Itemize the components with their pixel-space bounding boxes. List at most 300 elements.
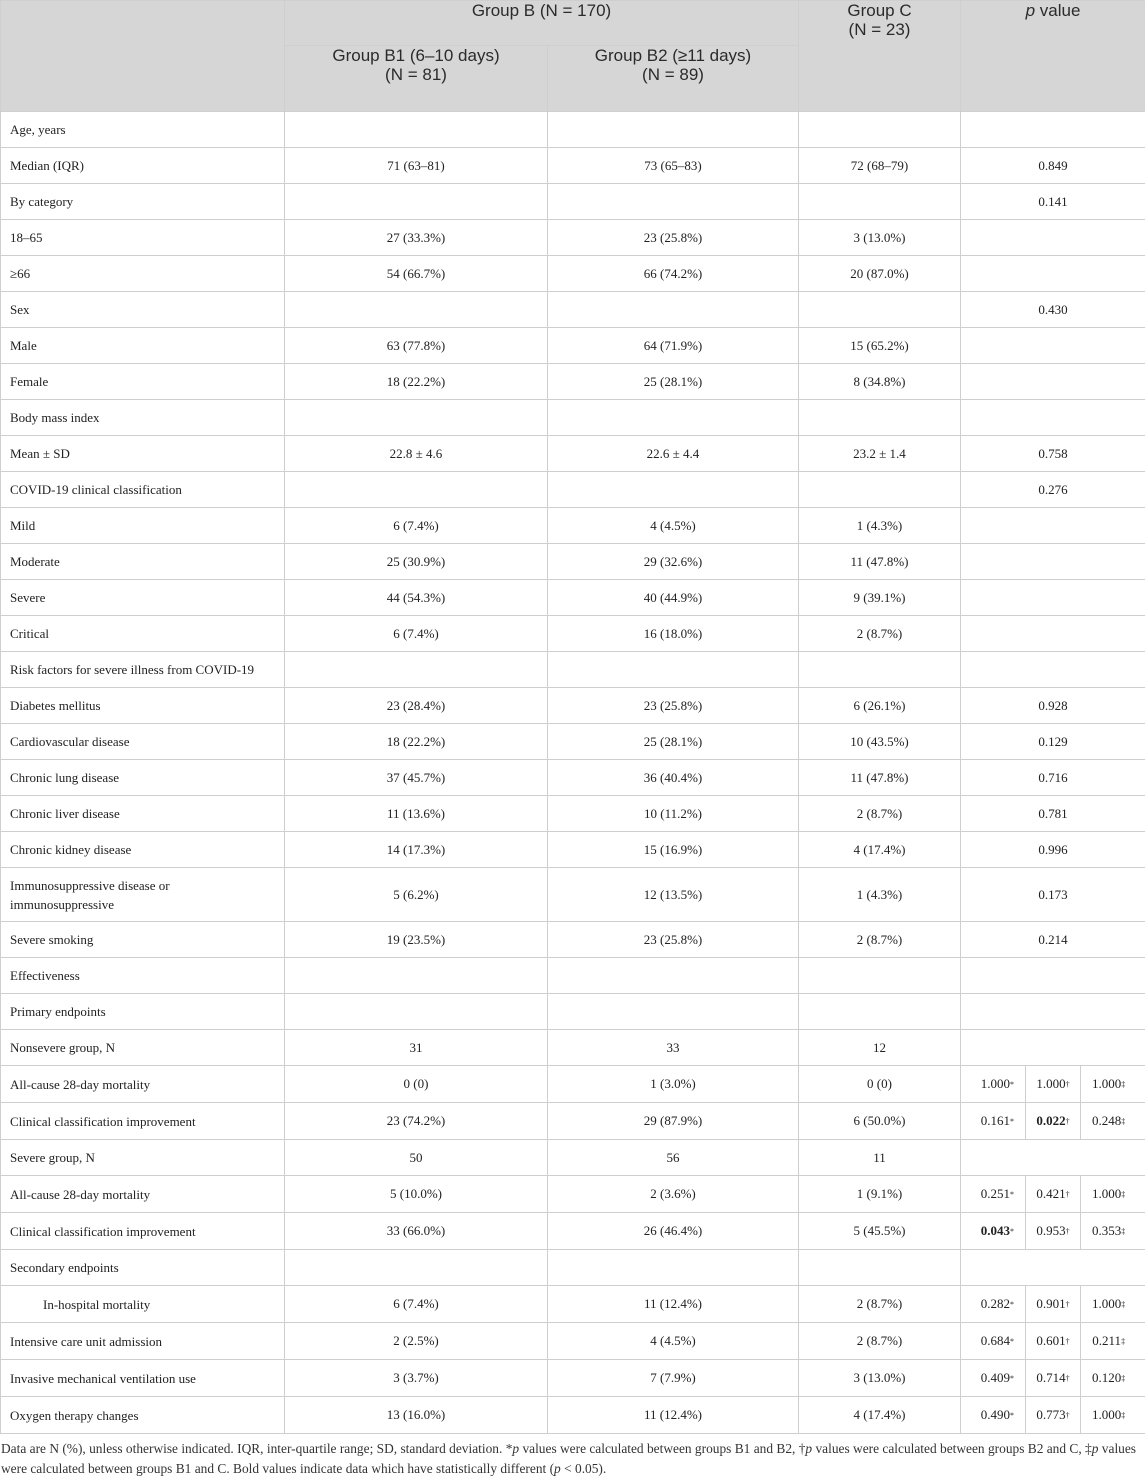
- p-value: [1080, 1213, 1136, 1249]
- group-b1-value: 18 (22.2%): [285, 364, 548, 400]
- p-value: [961, 364, 1145, 400]
- p-value-marker: †: [1066, 1227, 1070, 1236]
- group-c-value: 3 (13.0%): [799, 220, 961, 256]
- row-label: Nonsevere group, N: [1, 1030, 285, 1066]
- group-b2-title: Group B2 (≥11 days): [557, 46, 789, 65]
- p-value: [970, 1103, 1025, 1139]
- group-b2-value: [548, 1250, 799, 1286]
- p-value-number: 0.120: [1092, 1370, 1121, 1386]
- group-c-value: 11 (47.8%): [799, 544, 961, 580]
- p-value-marker: ‡: [1121, 1300, 1125, 1309]
- table-row: [1, 994, 1145, 1030]
- row-label: Chronic kidney disease: [1, 832, 285, 868]
- group-b1-value: [285, 112, 548, 148]
- group-b1-value: 50: [285, 1140, 548, 1176]
- group-c-value: 12: [799, 1030, 961, 1066]
- row-label: Chronic liver disease: [1, 796, 285, 832]
- group-b1-value: 14 (17.3%): [285, 832, 548, 868]
- p-value-number: 0.421: [1036, 1186, 1065, 1202]
- group-b1-value: 13 (16.0%): [285, 1397, 548, 1434]
- table-row: [1, 364, 1145, 400]
- p-value-marker: †: [1066, 1117, 1070, 1126]
- p-value-marker: †: [1066, 1374, 1070, 1383]
- row-label: Mild: [1, 508, 285, 544]
- p-value: [1025, 1213, 1081, 1249]
- p-value-number: 0.901: [1036, 1296, 1065, 1312]
- table-body: [1, 112, 1145, 1434]
- row-label: Median (IQR): [1, 148, 285, 184]
- group-c-value: [799, 292, 961, 328]
- table-row: [1, 112, 1145, 148]
- group-b2-value: [548, 652, 799, 688]
- group-c-value: 1 (9.1%): [799, 1176, 961, 1213]
- p-value: [970, 1213, 1025, 1249]
- p-value-marker: †: [1066, 1411, 1070, 1420]
- group-b2-value: [548, 292, 799, 328]
- group-b1-value: 2 (2.5%): [285, 1323, 548, 1360]
- group-b2-value: 16 (18.0%): [548, 616, 799, 652]
- p-value-number: 0.953: [1036, 1223, 1065, 1239]
- p-value-number: 0.353: [1092, 1223, 1121, 1239]
- p-value-marker: ‡: [1121, 1374, 1125, 1383]
- table-row: [1, 1066, 1145, 1103]
- group-c-count: (N = 23): [808, 20, 951, 39]
- group-c-value: 10 (43.5%): [799, 724, 961, 760]
- group-b1-value: 19 (23.5%): [285, 922, 548, 958]
- table-row: [1, 580, 1145, 616]
- p-value: [961, 508, 1145, 544]
- p-value: [970, 1323, 1025, 1359]
- p-value: [961, 400, 1145, 436]
- p-value-marker: *: [1010, 1080, 1014, 1089]
- p-value-p: p: [1026, 1, 1035, 20]
- p-value-marker: †: [1066, 1300, 1070, 1309]
- p-value: [1080, 1323, 1136, 1359]
- p-value-number: 0.409: [981, 1370, 1010, 1386]
- group-c-value: 11 (47.8%): [799, 760, 961, 796]
- table-row: [1, 724, 1145, 760]
- row-label: Immunosuppressive disease or immunosuppressive: [1, 868, 285, 922]
- p-value-number: 0.282: [981, 1296, 1010, 1312]
- row-label: Oxygen therapy changes: [1, 1397, 285, 1434]
- p-value-cell: [961, 1176, 1145, 1213]
- row-label: Critical: [1, 616, 285, 652]
- table-row: [1, 688, 1145, 724]
- group-b1-value: 63 (77.8%): [285, 328, 548, 364]
- p-value: 0.173: [961, 868, 1145, 922]
- group-c-value: 23.2 ± 1.4: [799, 436, 961, 472]
- group-b2-value: 23 (25.8%): [548, 220, 799, 256]
- group-c-value: 2 (8.7%): [799, 922, 961, 958]
- group-c-value: 5 (45.5%): [799, 1213, 961, 1250]
- group-b1-value: 5 (6.2%): [285, 868, 548, 922]
- row-label: Clinical classification improvement: [1, 1213, 285, 1250]
- p-value-marker: †: [1066, 1337, 1070, 1346]
- row-label: Severe group, N: [1, 1140, 285, 1176]
- p-value-number: 1.000: [1092, 1407, 1121, 1423]
- row-label: ≥66: [1, 256, 285, 292]
- group-b1-value: 71 (63–81): [285, 148, 548, 184]
- group-b2-value: 4 (4.5%): [548, 1323, 799, 1360]
- group-c-value: [799, 472, 961, 508]
- p-value-number: 0.022: [1036, 1113, 1065, 1129]
- group-b2-value: [548, 994, 799, 1030]
- p-value-marker: *: [1010, 1300, 1014, 1309]
- p-value-number: 1.000: [1092, 1186, 1121, 1202]
- p-value-number: 0.211: [1092, 1333, 1121, 1349]
- p-value: [970, 1286, 1025, 1322]
- group-c-value: 0 (0): [799, 1066, 961, 1103]
- p-value: [970, 1066, 1025, 1102]
- table-header: [1, 1, 1145, 112]
- p-value-cell: [961, 1397, 1145, 1434]
- group-b2-value: 73 (65–83): [548, 148, 799, 184]
- p-value: [961, 544, 1145, 580]
- p-value-number: 0.043: [981, 1223, 1010, 1239]
- group-b2-value: 10 (11.2%): [548, 796, 799, 832]
- p-value: [970, 1176, 1025, 1212]
- table-row: [1, 1250, 1145, 1286]
- p-value: 0.849: [961, 148, 1145, 184]
- group-c-value: 4 (17.4%): [799, 1397, 961, 1434]
- p-value-cell: [961, 1066, 1145, 1103]
- group-b1-value: [285, 472, 548, 508]
- p-value: 0.129: [961, 724, 1145, 760]
- row-label: Diabetes mellitus: [1, 688, 285, 724]
- p-value: [961, 220, 1145, 256]
- table-row: [1, 184, 1145, 220]
- row-label: Mean ± SD: [1, 436, 285, 472]
- p-value: [1025, 1360, 1081, 1396]
- table-row: [1, 1286, 1145, 1323]
- table-row: [1, 1140, 1145, 1176]
- footnote-p-symbol: p: [1092, 1441, 1099, 1456]
- row-label: Secondary endpoints: [1, 1250, 285, 1286]
- group-b1-value: [285, 652, 548, 688]
- row-label: Effectiveness: [1, 958, 285, 994]
- p-value: [961, 958, 1145, 994]
- group-c-value: 6 (26.1%): [799, 688, 961, 724]
- group-b2-value: 11 (12.4%): [548, 1286, 799, 1323]
- row-label: Body mass index: [1, 400, 285, 436]
- group-b2-value: 26 (46.4%): [548, 1213, 799, 1250]
- p-value-word: value: [1035, 1, 1080, 20]
- group-c-value: 2 (8.7%): [799, 1286, 961, 1323]
- group-b2-value: [548, 112, 799, 148]
- group-b1-value: [285, 994, 548, 1030]
- p-value: [1025, 1397, 1081, 1433]
- p-value-marker: *: [1010, 1411, 1014, 1420]
- group-b1-header: [285, 46, 548, 112]
- group-b1-value: [285, 400, 548, 436]
- row-label: All-cause 28-day mortality: [1, 1176, 285, 1213]
- group-c-value: [799, 184, 961, 220]
- table-row: [1, 328, 1145, 364]
- group-b1-value: 0 (0): [285, 1066, 548, 1103]
- group-b1-value: [285, 292, 548, 328]
- group-b2-value: 64 (71.9%): [548, 328, 799, 364]
- p-value: [961, 1030, 1145, 1066]
- p-value: 0.928: [961, 688, 1145, 724]
- p-value: [1080, 1066, 1136, 1102]
- p-value: [1025, 1286, 1081, 1322]
- group-c-value: [799, 112, 961, 148]
- p-value-number: 0.161: [981, 1113, 1010, 1129]
- row-label: Cardiovascular disease: [1, 724, 285, 760]
- group-b1-value: 23 (28.4%): [285, 688, 548, 724]
- group-c-value: 2 (8.7%): [799, 796, 961, 832]
- group-c-title: Group C: [808, 1, 951, 20]
- p-value-cell: [961, 1323, 1145, 1360]
- group-c-value: [799, 958, 961, 994]
- row-label: In-hospital mortality: [1, 1286, 285, 1323]
- group-b2-value: 2 (3.6%): [548, 1176, 799, 1213]
- footnote-text: Data are N (%), unless otherwise indicated. IQR, inter-quartile range; SD, standard deviation. *: [1, 1441, 512, 1456]
- group-b-header: Group B (N = 170): [285, 1, 799, 46]
- p-value: 0.214: [961, 922, 1145, 958]
- footnote-p-symbol: p: [554, 1461, 561, 1476]
- group-b2-value: [548, 184, 799, 220]
- group-c-value: 15 (65.2%): [799, 328, 961, 364]
- p-value-marker: ‡: [1121, 1337, 1125, 1346]
- table-footnote: [0, 1439, 1136, 1479]
- group-c-value: 1 (4.3%): [799, 508, 961, 544]
- table-row: [1, 652, 1145, 688]
- group-b2-value: 12 (13.5%): [548, 868, 799, 922]
- group-b2-value: 29 (32.6%): [548, 544, 799, 580]
- group-b1-value: 5 (10.0%): [285, 1176, 548, 1213]
- group-c-value: 3 (13.0%): [799, 1360, 961, 1397]
- group-c-value: 1 (4.3%): [799, 868, 961, 922]
- table-row: [1, 400, 1145, 436]
- p-value: [961, 580, 1145, 616]
- p-value-number: 0.714: [1036, 1370, 1065, 1386]
- group-b1-value: 44 (54.3%): [285, 580, 548, 616]
- p-value-cell: [961, 1286, 1145, 1323]
- p-value-marker: †: [1066, 1080, 1070, 1089]
- group-b2-header: [548, 46, 799, 112]
- group-b1-value: 27 (33.3%): [285, 220, 548, 256]
- table-row: [1, 472, 1145, 508]
- p-value: [970, 1397, 1025, 1433]
- p-value-marker: *: [1010, 1374, 1014, 1383]
- group-b2-value: 23 (25.8%): [548, 688, 799, 724]
- table-row: [1, 922, 1145, 958]
- group-b2-value: 15 (16.9%): [548, 832, 799, 868]
- group-b1-title: Group B1 (6–10 days): [294, 46, 538, 65]
- table-row: [1, 616, 1145, 652]
- group-b2-value: 7 (7.9%): [548, 1360, 799, 1397]
- table-row: [1, 1103, 1145, 1140]
- group-b1-value: 31: [285, 1030, 548, 1066]
- p-value: 0.781: [961, 796, 1145, 832]
- group-b2-value: 40 (44.9%): [548, 580, 799, 616]
- group-b1-count: (N = 81): [294, 65, 538, 84]
- group-c-value: [799, 400, 961, 436]
- footnote-text: values were calculated between groups B2 and C, ‡: [812, 1441, 1092, 1456]
- group-c-value: 6 (50.0%): [799, 1103, 961, 1140]
- group-b1-value: 18 (22.2%): [285, 724, 548, 760]
- row-label: Severe: [1, 580, 285, 616]
- group-b1-value: [285, 958, 548, 994]
- p-value-number: 1.000: [981, 1076, 1010, 1092]
- p-value: 0.716: [961, 760, 1145, 796]
- p-value-marker: ‡: [1121, 1227, 1125, 1236]
- p-value: [961, 994, 1145, 1030]
- p-value: [961, 652, 1145, 688]
- row-label: Chronic lung disease: [1, 760, 285, 796]
- group-b2-value: [548, 472, 799, 508]
- table-row: [1, 220, 1145, 256]
- table-row: [1, 868, 1145, 922]
- group-c-value: 20 (87.0%): [799, 256, 961, 292]
- p-value-marker: ‡: [1121, 1190, 1125, 1199]
- group-c-value: 2 (8.7%): [799, 1323, 961, 1360]
- table-row: [1, 1323, 1145, 1360]
- group-c-value: 9 (39.1%): [799, 580, 961, 616]
- table-row: [1, 796, 1145, 832]
- p-value-number: 1.000: [1092, 1296, 1121, 1312]
- p-value: 0.141: [961, 184, 1145, 220]
- group-b1-value: 22.8 ± 4.6: [285, 436, 548, 472]
- table-row: [1, 832, 1145, 868]
- header-blank-cell: [1, 1, 285, 112]
- group-b1-value: [285, 1250, 548, 1286]
- p-value-marker: *: [1010, 1190, 1014, 1199]
- footnote-text: < 0.05).: [561, 1461, 607, 1476]
- group-b2-value: 66 (74.2%): [548, 256, 799, 292]
- p-value-number: 0.684: [981, 1333, 1010, 1349]
- row-label: Clinical classification improvement: [1, 1103, 285, 1140]
- row-label: Invasive mechanical ventilation use: [1, 1360, 285, 1397]
- group-b2-value: 1 (3.0%): [548, 1066, 799, 1103]
- group-b1-value: 54 (66.7%): [285, 256, 548, 292]
- p-value-cell: [961, 1103, 1145, 1140]
- p-value-marker: ‡: [1121, 1411, 1125, 1420]
- row-label: 18–65: [1, 220, 285, 256]
- p-value: [1080, 1397, 1136, 1433]
- row-label: Intensive care unit admission: [1, 1323, 285, 1360]
- group-b2-value: 22.6 ± 4.4: [548, 436, 799, 472]
- table-row: [1, 1397, 1145, 1434]
- p-value: [1080, 1360, 1136, 1396]
- footnote-text: values were calculated between groups B1 and C. Bold values indicate data which have statistically different (: [1, 1441, 1136, 1476]
- group-b2-value: 4 (4.5%): [548, 508, 799, 544]
- row-label: Male: [1, 328, 285, 364]
- table-row: [1, 760, 1145, 796]
- p-value: [1025, 1103, 1081, 1139]
- row-label: Age, years: [1, 112, 285, 148]
- table-row: [1, 1030, 1145, 1066]
- group-b1-value: 33 (66.0%): [285, 1213, 548, 1250]
- group-b2-value: 56: [548, 1140, 799, 1176]
- group-c-header: [799, 1, 961, 112]
- p-value: 0.276: [961, 472, 1145, 508]
- footnote-p-symbol: p: [805, 1441, 812, 1456]
- group-c-value: [799, 994, 961, 1030]
- p-value-number: 0.490: [981, 1407, 1010, 1423]
- group-b1-value: 3 (3.7%): [285, 1360, 548, 1397]
- row-label: All-cause 28-day mortality: [1, 1066, 285, 1103]
- table-row: [1, 256, 1145, 292]
- group-c-value: 72 (68–79): [799, 148, 961, 184]
- group-b1-value: 23 (74.2%): [285, 1103, 548, 1140]
- p-value-marker: ‡: [1121, 1080, 1125, 1089]
- p-value: [1080, 1176, 1136, 1212]
- group-b1-value: 11 (13.6%): [285, 796, 548, 832]
- group-b1-value: 6 (7.4%): [285, 1286, 548, 1323]
- row-label: COVID-19 clinical classification: [1, 472, 285, 508]
- p-value-cell: [961, 1360, 1145, 1397]
- table-row: [1, 508, 1145, 544]
- p-value-marker: *: [1010, 1227, 1014, 1236]
- p-value-number: 0.248: [1092, 1113, 1121, 1129]
- table-row: [1, 1213, 1145, 1250]
- group-b2-value: 11 (12.4%): [548, 1397, 799, 1434]
- table-row: [1, 436, 1145, 472]
- table-row: [1, 292, 1145, 328]
- group-c-value: 8 (34.8%): [799, 364, 961, 400]
- p-value-number: 0.773: [1036, 1407, 1065, 1423]
- group-b1-value: 6 (7.4%): [285, 616, 548, 652]
- group-b1-value: [285, 184, 548, 220]
- group-b2-value: 25 (28.1%): [548, 364, 799, 400]
- row-label: Sex: [1, 292, 285, 328]
- p-value: [961, 112, 1145, 148]
- p-value: 0.758: [961, 436, 1145, 472]
- group-b2-value: 29 (87.9%): [548, 1103, 799, 1140]
- row-label: Primary endpoints: [1, 994, 285, 1030]
- p-value: [1025, 1066, 1081, 1102]
- footnote-p-symbol: p: [512, 1441, 519, 1456]
- p-value-marker: *: [1010, 1117, 1014, 1126]
- p-value: 0.430: [961, 292, 1145, 328]
- p-value-number: 0.601: [1036, 1333, 1065, 1349]
- group-c-value: 11: [799, 1140, 961, 1176]
- table-row: [1, 958, 1145, 994]
- p-value: [961, 256, 1145, 292]
- p-value-number: 0.251: [981, 1186, 1010, 1202]
- group-b2-value: 25 (28.1%): [548, 724, 799, 760]
- p-value: [1080, 1103, 1136, 1139]
- p-value: [1025, 1323, 1081, 1359]
- group-c-value: 4 (17.4%): [799, 832, 961, 868]
- row-label: Severe smoking: [1, 922, 285, 958]
- group-b2-value: [548, 958, 799, 994]
- table-row: [1, 148, 1145, 184]
- group-c-value: [799, 652, 961, 688]
- p-value: [961, 328, 1145, 364]
- row-label: Moderate: [1, 544, 285, 580]
- p-value: [1025, 1176, 1081, 1212]
- group-b2-value: 23 (25.8%): [548, 922, 799, 958]
- p-value-marker: †: [1066, 1190, 1070, 1199]
- p-value: [961, 1140, 1145, 1176]
- footnote-text: values were calculated between groups B1 and B2, †: [519, 1441, 805, 1456]
- group-b1-value: 37 (45.7%): [285, 760, 548, 796]
- p-value-marker: *: [1010, 1337, 1014, 1346]
- row-label: By category: [1, 184, 285, 220]
- p-value: [961, 616, 1145, 652]
- p-value: [961, 1250, 1145, 1286]
- group-b1-value: 25 (30.9%): [285, 544, 548, 580]
- group-b2-value: 33: [548, 1030, 799, 1066]
- group-b1-value: 6 (7.4%): [285, 508, 548, 544]
- p-value-cell: [961, 1213, 1145, 1250]
- group-c-value: 2 (8.7%): [799, 616, 961, 652]
- p-value-number: 1.000: [1036, 1076, 1065, 1092]
- row-label: Risk factors for severe illness from COVID-19: [1, 652, 285, 688]
